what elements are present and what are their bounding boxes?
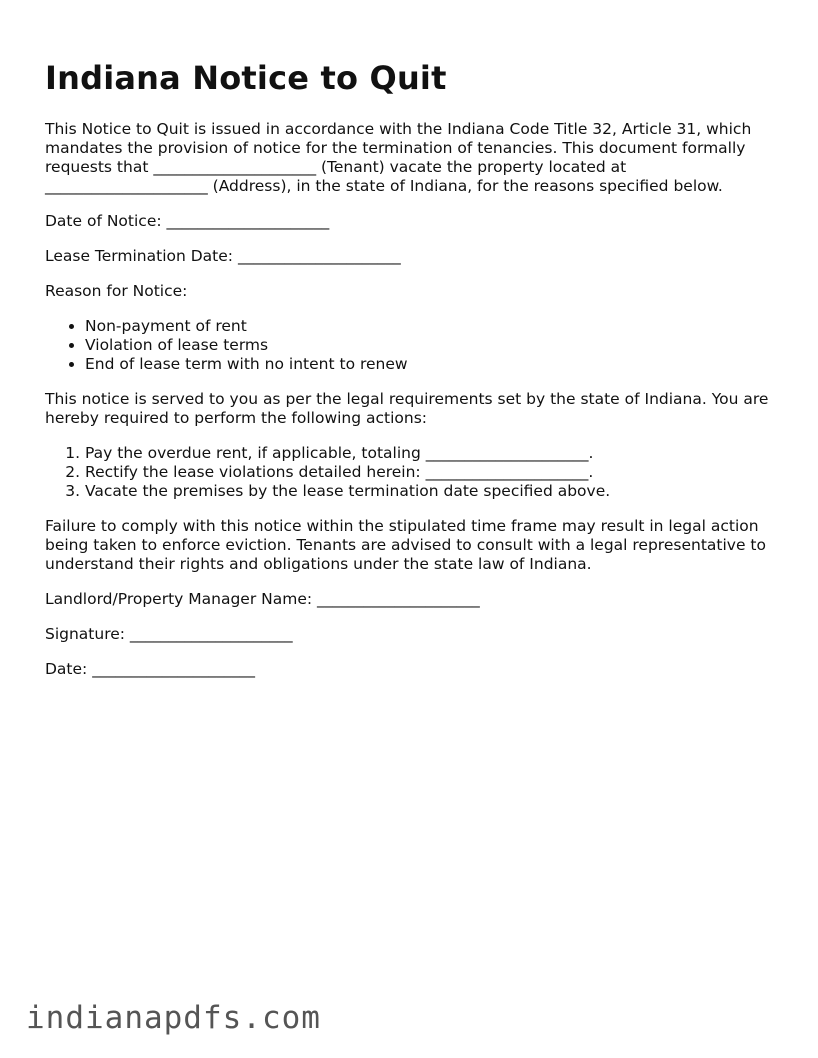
site-watermark: indianapdfs.com <box>26 1000 321 1036</box>
date-field: Date: _____________________ <box>45 660 255 678</box>
lease-termination-date-field: Lease Termination Date: _____________________ <box>45 247 401 265</box>
landlord-name-field: Landlord/Property Manager Name: _____________________ <box>45 590 480 608</box>
intro-paragraph: This Notice to Quit is issued in accordance with the Indiana Code Title 32, Article 31, which mandates the provision of notice for the termination of tenancies. This document formally requests that _____________________ (Tenant) vacate the property located at _____________________ (Address), in the state of Indiana, for the reasons specified below. <box>45 120 752 195</box>
document-page <box>45 58 780 695</box>
signature-field: Signature: _____________________ <box>45 625 293 643</box>
list-item: • Violation of lease terms <box>85 336 780 355</box>
list-item: 1. Pay the overdue rent, if applicable, totaling _____________________. <box>85 444 780 463</box>
served-paragraph: This notice is served to you as per the legal requirements set by the state of Indiana. You are hereby required to perform the following actions: <box>45 390 769 427</box>
reasons-list <box>45 317 780 374</box>
actions-list <box>45 444 780 501</box>
list-item: 2. Rectify the lease violations detailed herein: _____________________. <box>85 463 780 482</box>
failure-paragraph: Failure to comply with this notice within the stipulated time frame may result in legal action being taken to enforce eviction. Tenants are advised to consult with a legal representative to understand their rights and obligations under the state law of Indiana. <box>45 517 766 573</box>
page-title: Indiana Notice to Quit <box>45 59 447 97</box>
list-item: 3. Vacate the premises by the lease termination date specified above. <box>85 482 780 501</box>
list-item: • Non-payment of rent <box>85 317 780 336</box>
reason-heading: Reason for Notice: <box>45 282 188 300</box>
date-of-notice-field: Date of Notice: _____________________ <box>45 212 330 230</box>
list-item: • End of lease term with no intent to renew <box>85 355 780 374</box>
